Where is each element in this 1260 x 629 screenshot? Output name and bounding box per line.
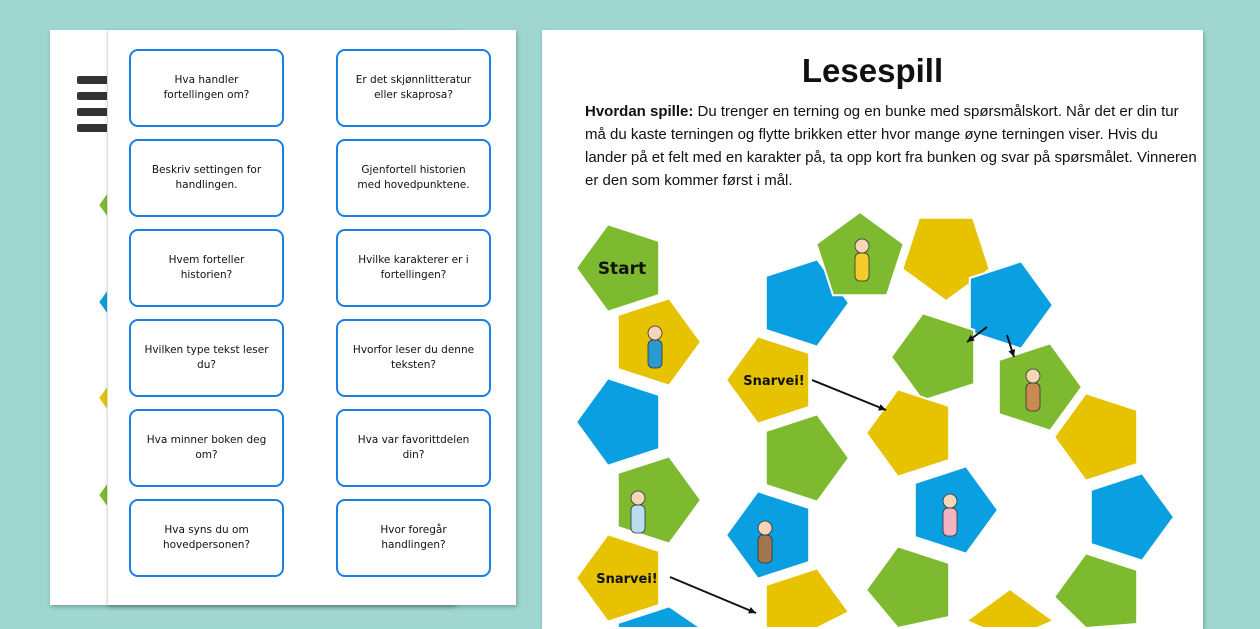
instructions-label: Hvordan spille: (585, 103, 694, 120)
gingerbread-man-illustration (1026, 369, 1040, 411)
question-card: Hva handler fortellingen om? (129, 49, 284, 127)
princess-illustration (855, 239, 869, 281)
board-space-green (1054, 553, 1137, 628)
arrow-icon (670, 577, 756, 613)
board-space-blue (576, 378, 659, 465)
board-space-blue (970, 261, 1053, 348)
shortcut-label: Snarvei! (743, 374, 805, 389)
board-space-green (766, 414, 849, 501)
question-card: Hvor foregår handlingen? (336, 499, 491, 577)
shortcut-label: Snarvei! (596, 572, 658, 587)
prince-illustration (648, 326, 662, 368)
troll-illustration (758, 521, 772, 563)
board-space-green (618, 456, 701, 543)
start-label: Start (597, 259, 647, 279)
question-card: Er det skjønnlitteratur eller skaprosa? (336, 49, 491, 127)
question-card: Hva var favorittdelen din? (336, 409, 491, 487)
question-card: Hvorfor leser du denne teksten? (336, 319, 491, 397)
board-space-green (866, 546, 949, 628)
princess-blue-dress-illustration (631, 491, 645, 533)
question-card: Gjenfortell historien med hovedpunktene. (336, 139, 491, 217)
question-card: Hvem forteller historien? (129, 229, 284, 307)
board-space-yellow (966, 589, 1053, 628)
board-space-yellow (866, 389, 949, 476)
question-card: Hvilke karakterer er i fortellingen? (336, 229, 491, 307)
question-card: Hva minner boken deg om? (129, 409, 284, 487)
arrow-icon (812, 380, 886, 411)
instructions-text: Du trenger en terning og en bunke med spørsmålskort. Når det er din tur må du kaste terningen og flytte brikken etter hvor mange øyne terningen viser. Hvis du lander på et felt med en karakter på, ta opp kort fra bunken og svar på spørsmålet. Vinneren er den som kommer først i mål. (585, 103, 1197, 189)
game-board (542, 30, 1203, 629)
board-space-yellow (766, 568, 849, 628)
pig-illustration (943, 494, 957, 536)
question-card: Hvilken type tekst leser du? (129, 319, 284, 397)
question-card: Hva syns du om hovedpersonen? (129, 499, 284, 577)
page-title: Lesespill (801, 52, 944, 89)
question-cards-sheet (107, 30, 516, 605)
game-board-sheet (542, 30, 1203, 629)
question-card: Beskriv settingen for handlingen. (129, 139, 284, 217)
board-space-green (891, 313, 974, 400)
board-space-blue (1091, 473, 1174, 560)
